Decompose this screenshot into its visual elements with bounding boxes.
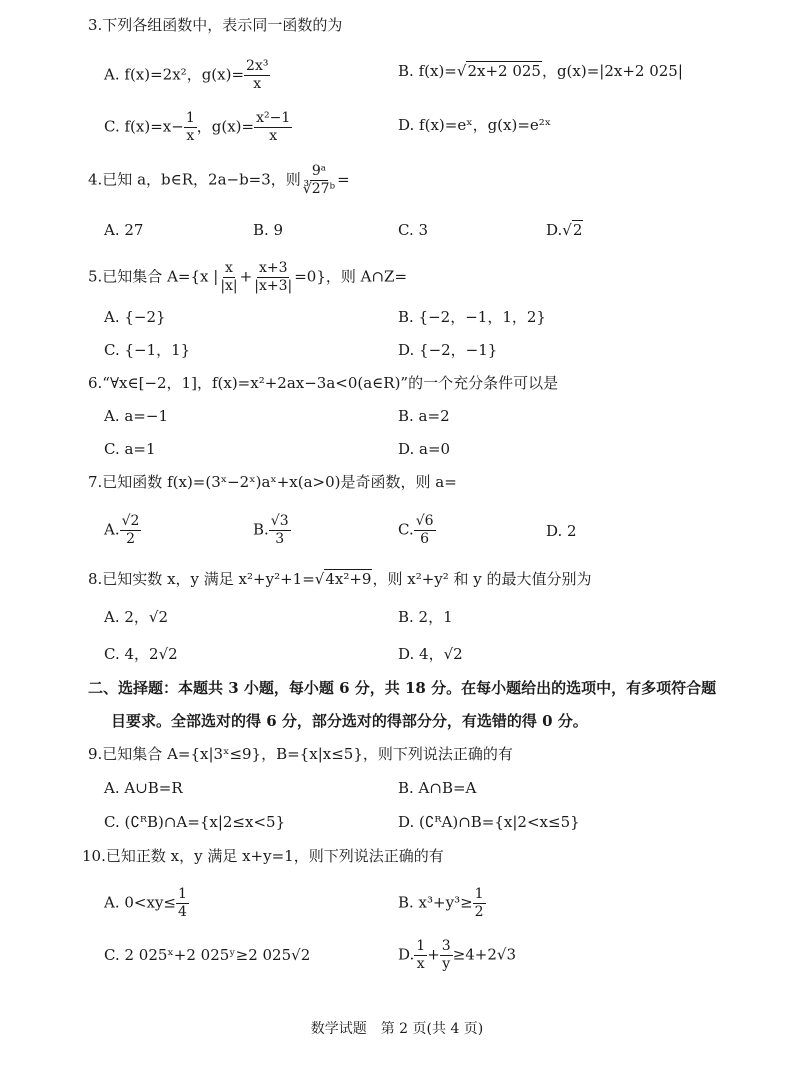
q9-option-b: B. A∩B=A [398,779,477,797]
q6-option-c: C. a=1 [104,440,156,458]
q6-option-a: A. a=−1 [104,407,168,425]
q9-option-c: C. (∁ᴿB)∩A={x|2≤x<5} [104,813,286,831]
q5-option-b: B. {−2，−1，1，2} [398,308,546,326]
q7-stem: 7.已知函数 f(x)=(3ˣ−2ˣ)aˣ+x(a>0)是奇函数，则 a= [88,473,457,491]
q6-stem: 6.“∀x∈[−2，1]，f(x)=x²+2ax−3a<0(a∈R)”的一个充分条件可以是 [88,374,559,392]
section2-heading-line2: 目要求。全部选对的得 6 分，部分选对的得部分分，有选错的得 0 分。 [111,712,588,730]
q10-option-d: D. $\frac{1}{x}$ + $\frac{3}{y}$ ≥4+2√3 [398,938,517,972]
q10-option-a: A. 0<xy≤ $\frac{1}{4}$ [104,886,187,920]
q8-option-d: D. 4，√2 [398,645,463,663]
q3-option-a: A. f(x)=2x²，g(x)= $\frac{\text{2x³}}{x}$ [104,58,269,92]
q3-option-d: D. f(x)=eˣ，g(x)=e²ˣ [398,116,552,134]
q3-stem: 3.下列各组函数中，表示同一函数的为 [88,16,343,34]
q9-option-a: A. A∪B=R [104,779,183,797]
q10-option-c: C. 2 025ˣ+2 025ʸ≥2 025√2 [104,946,311,964]
q6-option-b: B. a=2 [398,407,450,425]
q6-option-d: D. a=0 [398,440,451,458]
q9-stem: 9.已知集合 A={x|3ˣ≤9}，B={x|x≤5}，则下列说法正确的有 [88,745,513,763]
q5-option-c: C. {−1，1} [104,341,191,359]
q3-option-c: C. f(x)=x− $\frac{1}{x}$ ，g(x)= $\frac{\text{x²−1}}{x}$ [104,110,291,144]
q4-option-a: A. 27 [104,221,144,239]
q7-option-a: A. $\frac{√2}{2}$ [104,513,140,547]
q4-stem: 4.已知 a，b∈R，2a−b=3，则 $\frac{\text{9ᵃ}}{\text{∛27ᵇ}}$ = [88,163,350,197]
q7-option-c: C. $\frac{√6}{6}$ [398,513,434,547]
q7-option-b: B. $\frac{√3}{3}$ [253,513,289,547]
q3-option-b: B. f(x)=√2x+2 025，g(x)=|2x+2 025| [398,62,683,80]
q9-option-d: D. (∁ᴿA)∩B={x|2<x≤5} [398,813,580,831]
q8-option-b: B. 2，1 [398,608,453,626]
q5-stem: 5.已知集合 A={x | $\frac{x}{|x|}$ + $\frac{x+3}{|x+3|}$ =0}，则 A∩Z= [88,260,408,294]
q7-option-d: D. 2 [546,522,577,540]
q10-stem: 10.已知正数 x，y 满足 x+y=1，则下列说法正确的有 [82,847,444,865]
q8-option-c: C. 4，2√2 [104,645,178,663]
q8-stem: 8.已知实数 x，y 满足 x²+y²+1=√4x²+9，则 x²+y² 和 y 的最大值分别为 [88,570,592,588]
section2-heading-line1: 二、选择题：本题共 3 小题，每小题 6 分，共 18 分。在每小题给出的选项中，有多项符合题 [88,679,717,697]
q5-option-a: A. {−2} [104,308,166,326]
q5-option-d: D. {−2，−1} [398,341,498,359]
page-footer: 数学试题 第 2 页(共 4 页) [310,1021,484,1037]
q10-option-b: B. x³+y³≥ $\frac{1}{2}$ [398,886,484,920]
q4-option-c: C. 3 [398,221,429,239]
q4-option-b: B. 9 [253,221,284,239]
q4-option-d: D.√2 [546,221,583,239]
q8-option-a: A. 2，√2 [104,608,169,626]
